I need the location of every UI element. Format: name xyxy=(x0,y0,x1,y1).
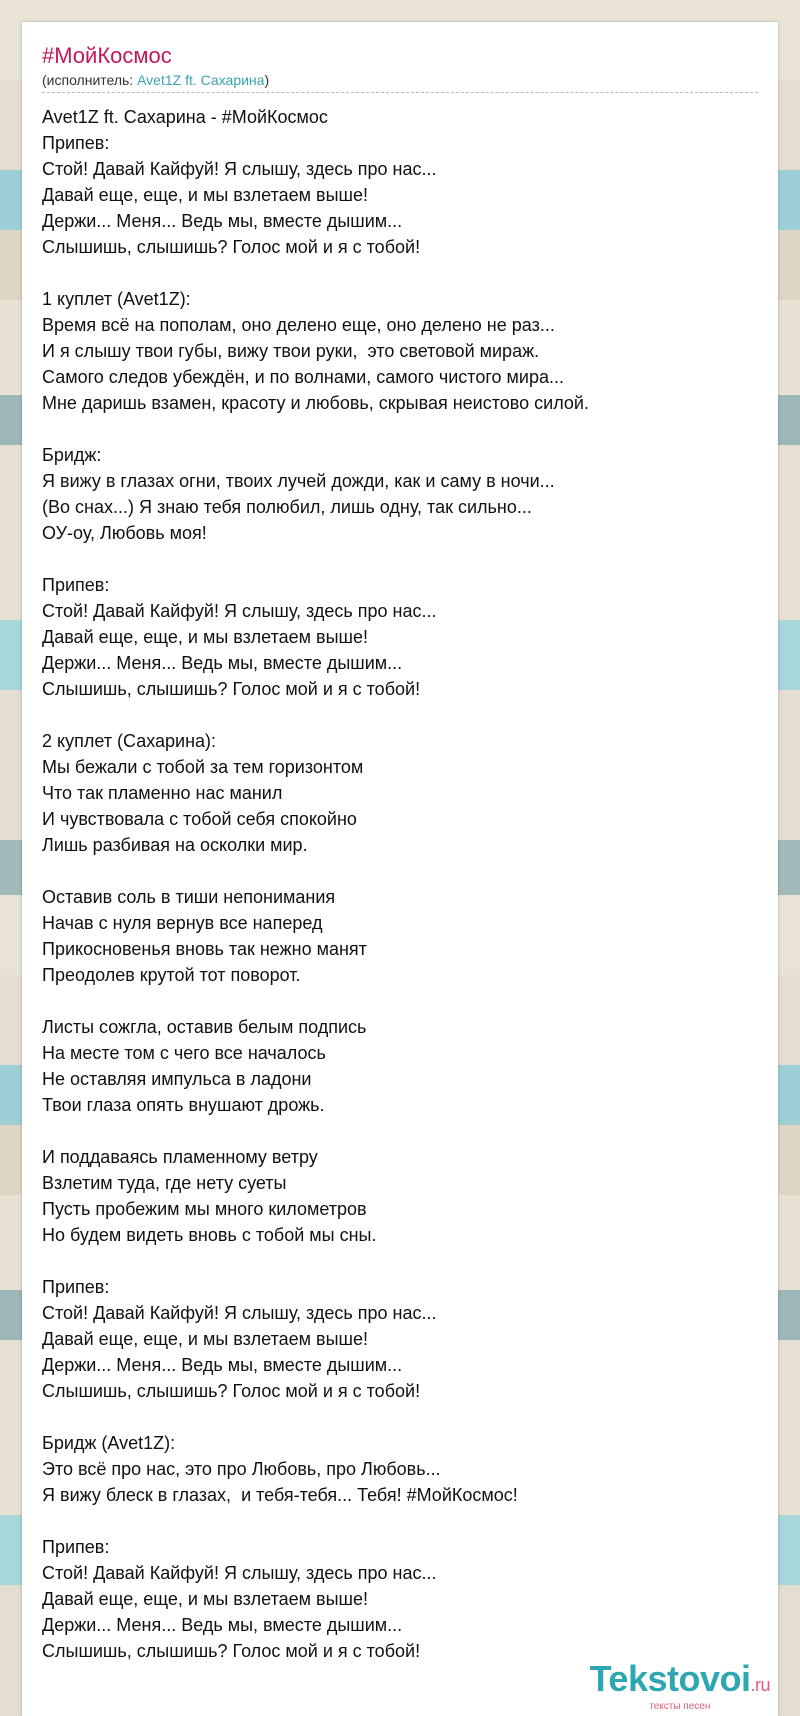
lyric-line: Слышишь, слышишь? Голос мой и я с тобой! xyxy=(42,679,421,699)
lyric-line: Взлетим туда, где нету суеты xyxy=(42,1173,287,1193)
lyric-line: 2 куплет (Сахарина): xyxy=(42,731,217,751)
lyric-line: И поддаваясь пламенному ветру xyxy=(42,1147,318,1167)
lyric-line: Преодолев крутой тот поворот. xyxy=(42,965,301,985)
lyric-line: Не оставляя импульса в ладони xyxy=(42,1069,312,1089)
lyric-line: Я вижу блеск в глазах, и тебя-тебя... Тебя! #МойКосмос! xyxy=(42,1485,518,1505)
logo-tld: .ru xyxy=(750,1675,770,1695)
blank-line xyxy=(42,988,762,1014)
lyric-line: Слышишь, слышишь? Голос мой и я с тобой! xyxy=(42,1381,421,1401)
lyric-line: Держи... Меня... Ведь мы, вместе дышим... xyxy=(42,1615,403,1635)
lyric-line: Держи... Меня... Ведь мы, вместе дышим... xyxy=(42,1355,403,1375)
lyric-line: Держи... Меня... Ведь мы, вместе дышим... xyxy=(42,211,403,231)
lyric-line: Мы бежали с тобой за тем горизонтом xyxy=(42,757,364,777)
lyric-line: 1 куплет (Avet1Z): xyxy=(42,289,191,309)
blank-line xyxy=(42,260,762,286)
lyrics-card xyxy=(22,22,778,1716)
lyric-line: Стой! Давай Кайфуй! Я слышу, здесь про нас... xyxy=(42,159,437,179)
song-title: #МойКосмос xyxy=(42,43,172,68)
lyric-line: На месте том с чего все началось xyxy=(42,1043,326,1063)
blank-line xyxy=(42,1508,762,1534)
lyric-line: Прикосновенья вновь так нежно манят xyxy=(42,939,367,959)
lyric-line: Держи... Меня... Ведь мы, вместе дышим... xyxy=(42,653,403,673)
blank-line xyxy=(42,1404,762,1430)
lyric-line: Стой! Давай Кайфуй! Я слышу, здесь про нас... xyxy=(42,601,437,621)
lyric-line: Пусть пробежим мы много километров xyxy=(42,1199,367,1219)
lyric-line: Это всё про нас, это про Любовь, про Любовь... xyxy=(42,1459,441,1479)
lyric-line: Давай еще, еще, и мы взлетаем выше! xyxy=(42,627,368,647)
lyric-line: Листы сожгла, оставив белым подпись xyxy=(42,1017,367,1037)
lyric-line: Давай еще, еще, и мы взлетаем выше! xyxy=(42,185,368,205)
artist-prefix: (исполнитель: xyxy=(42,72,138,88)
lyric-line: И чувствовала с тобой себя спокойно xyxy=(42,809,357,829)
artist-suffix: ) xyxy=(264,72,270,88)
lyric-line: Но будем видеть вновь с тобой мы сны. xyxy=(42,1225,377,1245)
lyric-line: Стой! Давай Кайфуй! Я слышу, здесь про нас... xyxy=(42,1563,437,1583)
logo-tagline: тексты песен xyxy=(649,1701,711,1712)
lyric-line: Бридж: xyxy=(42,445,102,465)
lyric-line: Давай еще, еще, и мы взлетаем выше! xyxy=(42,1589,368,1609)
lyric-line: (Во снах...) Я знаю тебя полюбил, лишь одну, так сильно... xyxy=(42,497,532,517)
lyric-line: Слышишь, слышишь? Голос мой и я с тобой! xyxy=(42,237,421,257)
logo-text: Tekstovoi xyxy=(589,1658,751,1699)
lyric-line: Припев: xyxy=(42,1537,110,1557)
lyric-line: Припев: xyxy=(42,1277,110,1297)
blank-line xyxy=(42,1248,762,1274)
lyric-line: Оставив соль в тиши непонимания xyxy=(42,887,336,907)
lyric-line: Время всё на пополам, оно делено еще, оно делено не раз... xyxy=(42,315,555,335)
lyric-line: Начав с нуля вернув все наперед xyxy=(42,913,323,933)
lyric-line: Припев: xyxy=(42,133,110,153)
blank-line xyxy=(42,1118,762,1144)
lyric-line: И я слышу твои губы, вижу твои руки, это световой мираж. xyxy=(42,341,540,361)
lyric-line: Стой! Давай Кайфуй! Я слышу, здесь про нас... xyxy=(42,1303,437,1323)
blank-line xyxy=(42,546,762,572)
lyric-line: Припев: xyxy=(42,575,110,595)
artist-link[interactable]: Avet1Z ft. Сахарина xyxy=(137,72,265,88)
lyric-line: Avet1Z ft. Сахарина - #МойКосмос xyxy=(42,107,328,127)
artist-line xyxy=(42,71,269,89)
blank-line xyxy=(42,702,762,728)
lyric-line: Мне даришь взамен, красоту и любовь, скрывая неистово силой. xyxy=(42,393,589,413)
lyric-line: ОУ-оу, Любовь моя! xyxy=(42,523,207,543)
lyric-line: Я вижу в глазах огни, твоих лучей дожди, как и саму в ночи... xyxy=(42,471,555,491)
lyric-line: Слышишь, слышишь? Голос мой и я с тобой! xyxy=(42,1641,421,1661)
blank-line xyxy=(42,416,762,442)
lyric-line: Что так пламенно нас манил xyxy=(42,783,283,803)
lyric-line: Лишь разбивая на осколки мир. xyxy=(42,835,308,855)
lyric-line: Давай еще, еще, и мы взлетаем выше! xyxy=(42,1329,368,1349)
blank-line xyxy=(42,858,762,884)
lyric-line: Твои глаза опять внушают дрожь. xyxy=(42,1095,325,1115)
lyric-line: Бридж (Avet1Z): xyxy=(42,1433,176,1453)
site-logo[interactable] xyxy=(589,1658,770,1712)
title-divider xyxy=(42,92,758,93)
lyric-line: Самого следов убеждён, и по волнами, самого чистого мира... xyxy=(42,367,564,387)
lyrics-text xyxy=(42,104,762,1664)
